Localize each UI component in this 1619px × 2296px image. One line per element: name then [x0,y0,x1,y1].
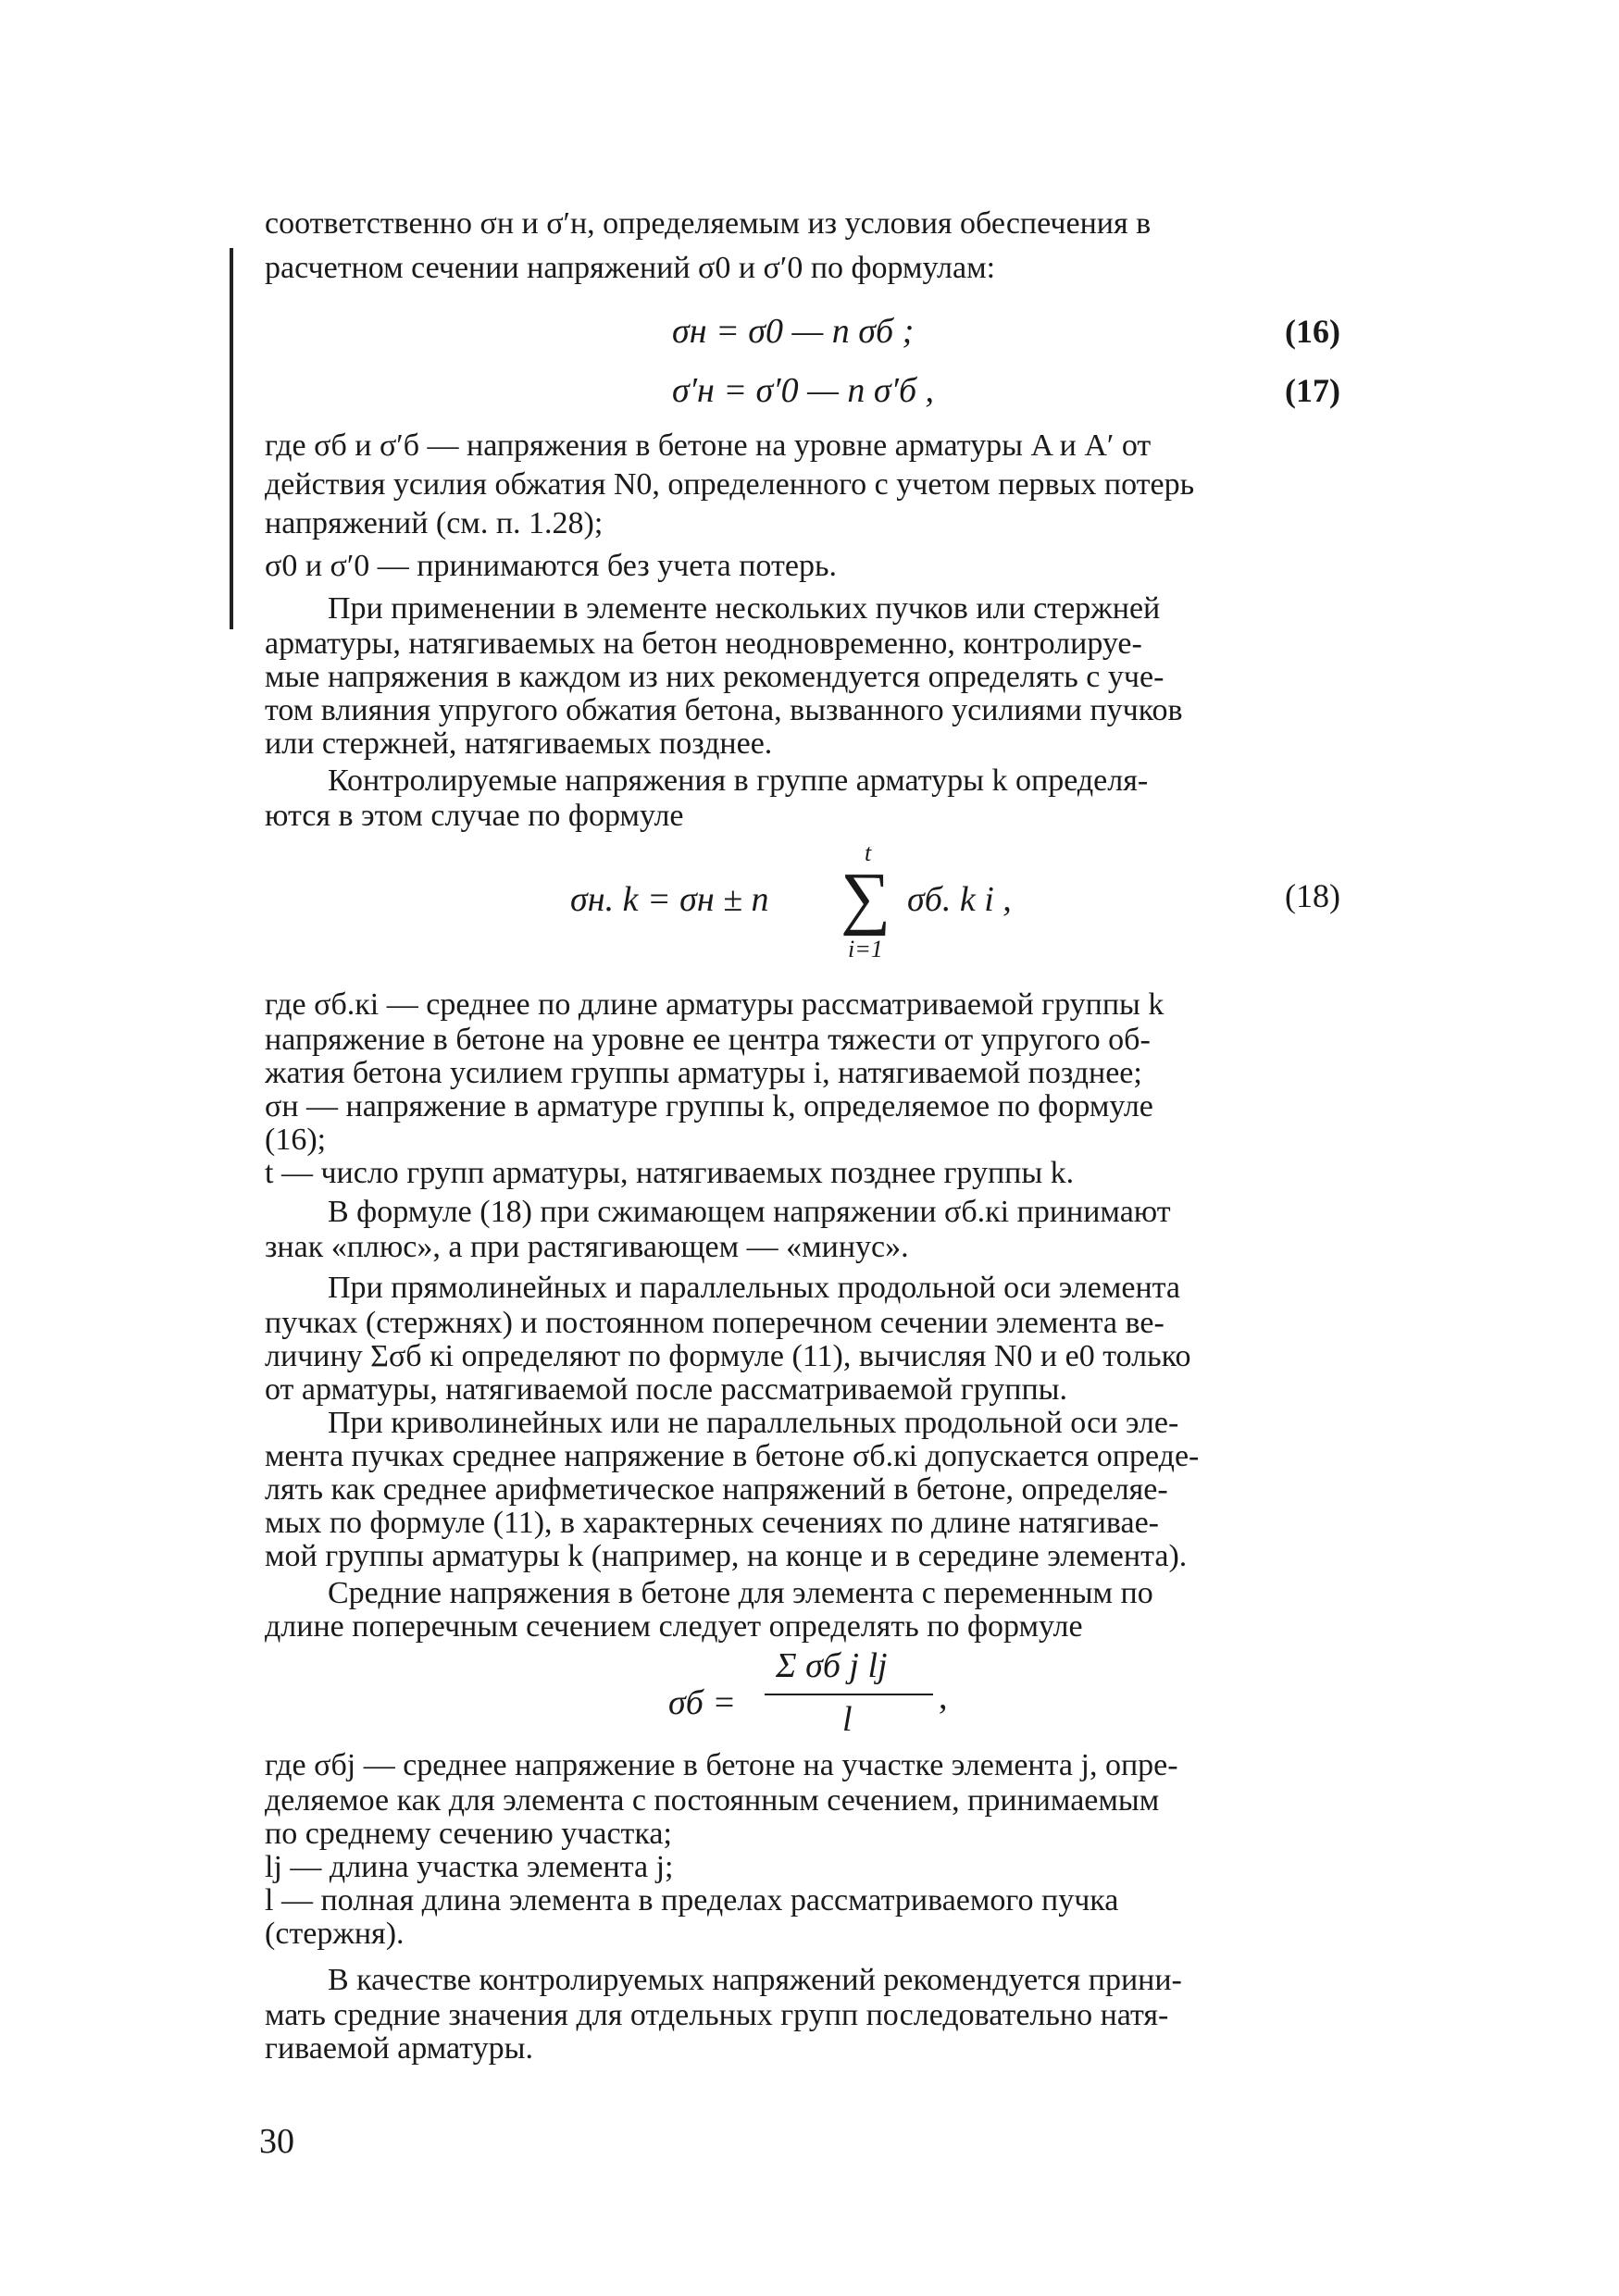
text-line: том влияния упругого обжатия бетона, вызванного усилиями пучков [265,693,1183,727]
text-line: лять как среднее арифметическое напряжений в бетоне, определяе- [265,1472,1168,1507]
text-line: от арматуры, натягиваемой после рассматриваемой группы. [265,1372,1067,1407]
text-line: σ0 и σ′0 — принимаются без учета потерь. [265,549,837,583]
text-line: мые напряжения в каждом из них рекомендуется определять с уче- [265,660,1164,694]
text-line: Средние напряжения в бетоне для элемента с переменным по [328,1576,1153,1610]
text-line: l — полная длина элемента в пределах рассматриваемого пучка [265,1883,1119,1917]
text-line: где σб.кi — среднее по длине арматуры рассматриваемой группы k [265,987,1164,1022]
equation-average-numerator: Σ σб j lj [776,1646,888,1685]
equation-18-term: σб. k i , [907,880,1012,919]
equation-number-16: (16) [1285,313,1340,350]
text-line: где σб и σ′б — напряжения в бетоне на уровне арматуры A и A′ от [265,428,1152,463]
text-line: мой группы арматуры k (например, на конце и в середине элемента). [265,1539,1188,1573]
text-line: личину Σσб кi определяют по формуле (11), вычисляя N0 и e0 только [265,1339,1191,1373]
text-line: деляемое как для элемента с постоянным сечением, принимаемым [265,1783,1160,1818]
equation-17: σ′н = σ′0 — n σ′б , [672,371,935,410]
text-line: напряжений (см. п. 1.28); [265,506,604,540]
text-line: где σбj — среднее напряжение в бетоне на участке элемента j, опре- [265,1748,1178,1782]
equation-average-lhs: σб = [668,1683,736,1722]
equation-average-fraction-bar [765,1694,933,1695]
text-line: мента пучках среднее напряжение в бетоне σб.кi допускается опреде- [265,1439,1200,1473]
text-line: действия усилия обжатия N0, определенного с учетом первых потерь [265,467,1195,502]
equation-18-sum-upper: t [865,839,872,866]
text-line: lj — длина участка элемента j; [265,1850,674,1884]
text-line: В качестве контролируемых напряжений рекомендуется прини- [328,1963,1182,1997]
equation-average-comma: , [939,1678,948,1717]
text-line: Контролируемые напряжения в группе арматуры k определя- [328,763,1149,798]
text-line: (стержня). [265,1917,405,1951]
text-line: гиваемой арматуры. [265,2031,533,2066]
text-line: длине поперечным сечением следует определять по формуле [265,1609,1083,1644]
text-line: знак «плюс», а при растягивающем — «минус». [265,1230,909,1264]
text-line: по среднему сечению участка; [265,1817,672,1851]
text-line: В формуле (18) при сжимающем напряжении σб.кi принимают [328,1195,1171,1229]
text-line: σн — напряжение в арматуре группы k, определяемое по формуле [265,1089,1153,1123]
text-line: пучках (стержнях) и постоянном поперечном сечении элемента ве- [265,1306,1164,1340]
equation-18-sum-lower: i=1 [848,936,883,962]
text-line: арматуры, натягиваемых на бетон неодновременно, контролируе- [265,627,1142,661]
text-line: При прямолинейных и параллельных продольной оси элемента [328,1271,1181,1305]
margin-bar [230,248,233,629]
text-line: При применении в элементе нескольких пучков или стержней [328,591,1161,626]
text-line: соответственно σн и σ′н, определяемым из условия обеспечения в [265,206,1152,241]
equation-18-lhs: σн. k = σн ± n [570,880,769,919]
text-line: жатия бетона усилием группы арматуры i, натягиваемой позднее; [265,1056,1142,1090]
text-line: ются в этом случае по формуле [265,799,684,833]
text-line: t — число групп арматуры, натягиваемых позднее группы k. [265,1156,1075,1190]
equation-number-17: (17) [1285,372,1340,409]
page-number: 30 [259,2122,294,2161]
text-line: мать средние значения для отдельных групп последовательно натя- [265,1998,1169,2032]
text-line: При криволинейных или не параллельных продольной оси эле- [328,1406,1179,1440]
text-line: напряжение в бетоне на уровне ее центра тяжести от упругого об- [265,1023,1151,1057]
text-line: (16); [265,1123,327,1157]
equation-16: σн = σ0 — n σб ; [672,312,915,351]
text-line: или стержней, натягиваемых позднее. [265,726,773,761]
text-line: мых по формуле (11), в характерных сечениях по длине натягивае- [265,1506,1159,1540]
equation-average-denominator: l [842,1700,853,1739]
text-line: расчетном сечении напряжений σ0 и σ′0 по формулам: [265,251,996,285]
equation-number-18: (18) [1285,877,1340,914]
equation-18-sum-symbol: ∑ [841,859,891,937]
